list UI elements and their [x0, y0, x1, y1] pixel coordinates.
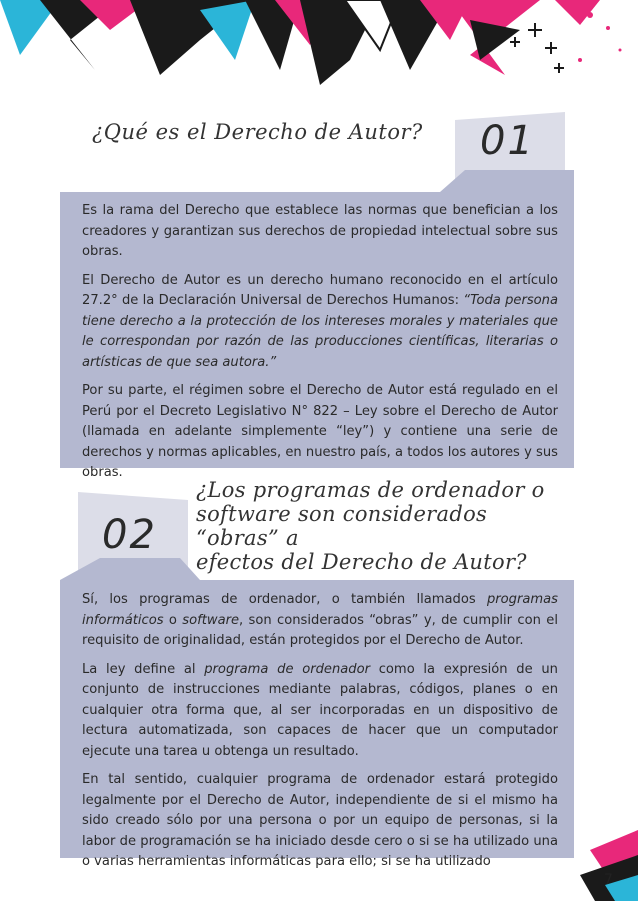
section-2-p1-text-a: Sí, los programas de ordenador, o también llamados [82, 592, 487, 607]
section-1-paragraph-1: Es la rama del Derecho que establece las normas que benefician a los creadores y garantizan sus derechos de propiedad intelectual sobre sus obras. [82, 203, 558, 259]
section-2-p2-text-b: como la expresión de un conjunto de instrucciones mediante palabras, códigos, planes o en cualquier otra forma que, al ser incorporadas en un dispositivo de lectura automatizada, son capaces de hacer que un computador ejecute una tarea u obtenga un resultado. [82, 661, 558, 759]
section-1-paragraph-2 [82, 271, 558, 374]
section-2-paragraph-2 [82, 660, 558, 763]
section-2-paragraph-3: En tal sentido, cualquier programa de ordenador estará protegido legalmente por el Derecho de Autor, independiente de si el mismo ha sido creado sólo por una persona o por un equipo de personas, si la labor de programación se ha iniciado desde cero o si se ha utilizado una o varias herramientas informáticas para ello; si se ha utilizado [82, 772, 558, 869]
section-1-quote: “Toda persona tiene derecho a la protección de los intereses morales y materiales que le correspondan por razón de las producciones científicas, literarias o artísticas de que sea autora.” [82, 293, 559, 370]
section-2-p1-emphasis-2: software [182, 612, 240, 628]
page-number: 7 [604, 872, 613, 888]
section-2-p2-emphasis: programa de ordenador [204, 661, 371, 677]
section-1-body [82, 201, 558, 492]
bottom-decorative-corner [560, 830, 638, 901]
top-decorative-banner [0, 0, 638, 95]
section-2-title-line-3: efectos del Derecho de Autor? [196, 550, 527, 574]
section-2-p2-text-a: La ley define al [82, 661, 205, 677]
section-2-title-line-1: ¿Los programas de ordenador o [196, 478, 545, 502]
section-1-paragraph-2-text: El Derecho de Autor es un derecho humano reconocido en el artículo 27.2° de la Declaración Universal de Derechos Humanos: [82, 272, 558, 308]
section-2-body [82, 590, 558, 881]
section-2-number: 02 [102, 512, 157, 558]
section-2-p1-text-c: , son considerados “obras” y, de cumplir con el requisito de originalidad, están protegidos por el Derecho de Autor. [82, 612, 558, 648]
section-2-p1-text-b: o [163, 612, 183, 628]
section-1-title: ¿Qué es el Derecho de Autor? [92, 120, 423, 144]
section-2-p1-emphasis-1: programas informáticos [82, 592, 558, 628]
section-2-title-line-2: software son considerados “obras” a [196, 502, 488, 550]
section-2-title [196, 478, 576, 574]
section-1-paragraph-3: Por su parte, el régimen sobre el Derecho de Autor está regulado en el Perú por el Decreto Legislativo N° 822 – Ley sobre el Derecho de Autor (llamada en adelante simplemente “ley”) y contiene una serie de derechos y normas aplicables, en nuestro país, a todos los autores y sus obras. [82, 383, 558, 480]
section-2-paragraph-1 [82, 590, 558, 652]
section-1-number: 01 [480, 118, 535, 164]
